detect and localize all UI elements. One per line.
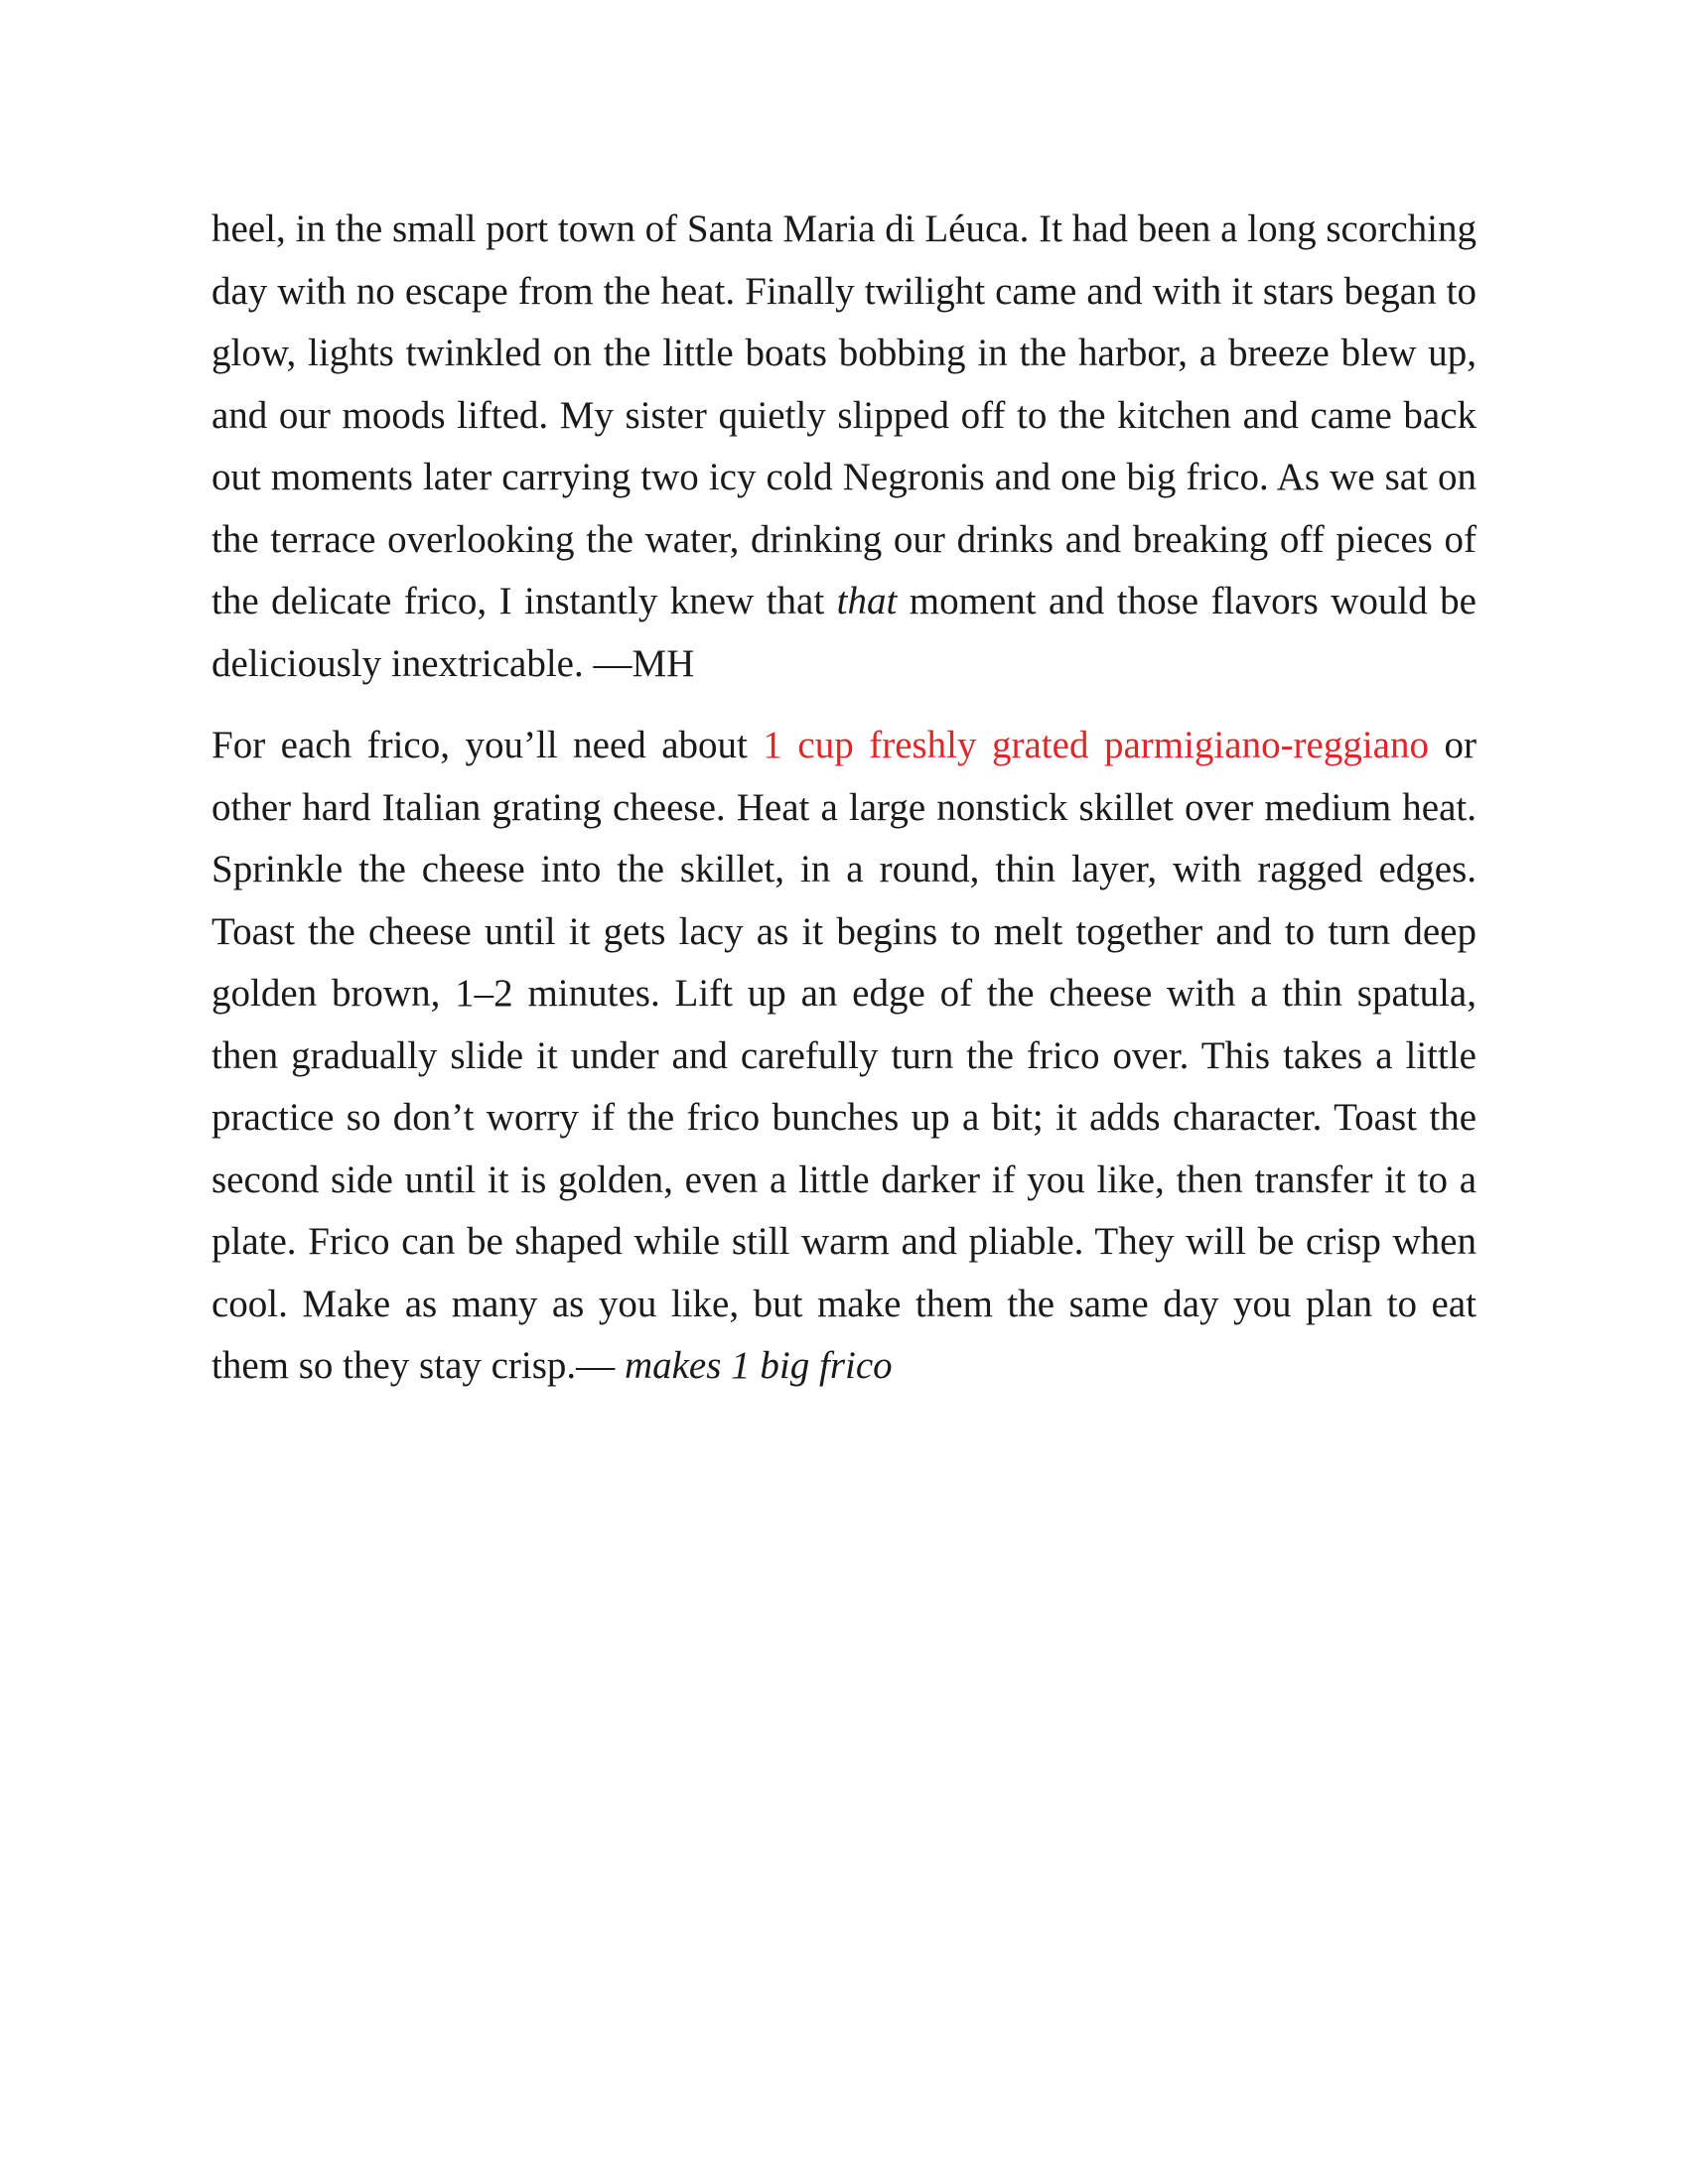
recipe-yield: makes 1 big frico	[624, 1344, 893, 1387]
recipe-paragraph	[211, 715, 1477, 1398]
document-page	[211, 199, 1477, 1398]
story-emphasis: that	[836, 580, 898, 622]
story-paragraph	[211, 199, 1477, 695]
story-text-start: heel, in the small port town of Santa Maria di Léuca. It had been a long scorching day with no escape from the heat. Finally twilight came and with it stars began to glow, lights twinkled on the little boats bobbing in the harbor, a breeze blew up, and our moods lifted. My sister quietly slipped off to the kitchen and came back out moments later carrying two icy cold Negronis and one big frico. As we sat on the terrace overlooking the water, drinking our drinks and breaking off pieces of the delicate frico, I instantly knew that	[211, 207, 1477, 622]
recipe-intro: For each frico, you’ll need about	[211, 724, 764, 766]
recipe-instructions: or other hard Italian grating cheese. Heat a large nonstick skillet over medium heat. Sprinkle the cheese into the skillet, in a round, thin layer, with ragged edges. Toast the cheese until it gets lacy as it begins to melt together and to turn deep golden brown, 1–2 minutes. Lift up an edge of the cheese with a thin spatula, then gradually slide it under and carefully turn the frico over. This takes a little practice so don’t worry if the frico bunches up a bit; it adds character. Toast the second side until it is golden, even a little darker if you like, then transfer it to a plate. Frico can be shaped while still warm and pliable. They will be crisp when cool. Make as many as you like, but make them the same day you plan to eat them so they stay crisp.—	[211, 724, 1477, 1387]
ingredient-text: 1 cup freshly grated parmigiano-reggiano	[763, 724, 1429, 766]
story-text-end: moment and those flavors would be deliciously inextricable. —MH	[211, 580, 1477, 685]
